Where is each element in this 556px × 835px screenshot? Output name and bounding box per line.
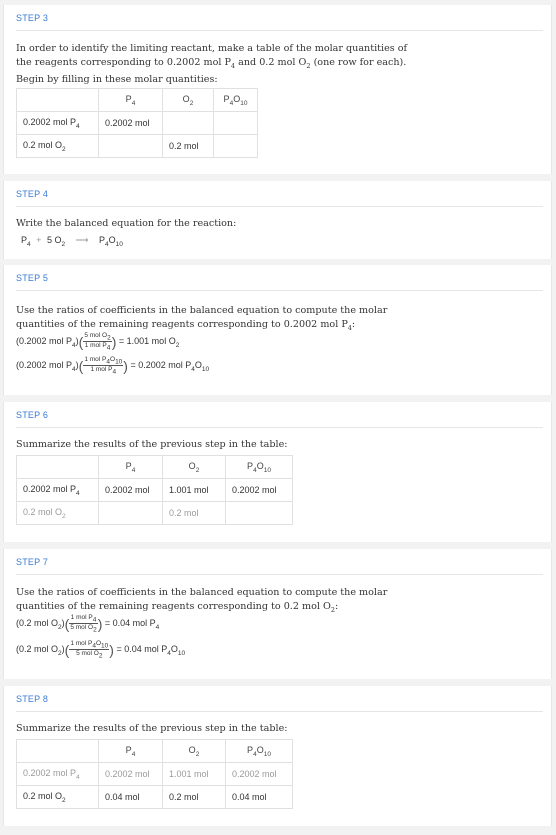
instruction-line: Use the ratios of coefficients in the balanced equation to compute the molar [16,587,388,598]
table-corner-cell [17,740,99,763]
table-header-cell: $O_2$ [163,456,226,479]
table-cell [214,135,258,158]
row-label-cell: 0.2002 mol $P_4$ [17,763,99,786]
molar-table [16,455,293,525]
step-label: STEP 5 [16,273,49,283]
table-header-cell: $P_4$ [99,456,163,479]
table-cell: 0.2002 mol [99,112,163,135]
divider [16,427,543,428]
instruction-line: In order to identify the limiting reactant, make a table of the molar quantities of [16,43,408,54]
molar-table [16,88,258,158]
table-header-cell: $P_4O_{10}$ [214,89,258,112]
instruction-line: quantities of the remaining reagents corresponding to 0.2002 mol $P_4$: [16,319,356,332]
table-header-cell: $P_4$ [99,89,163,112]
instruction-line: the reagents corresponding to 0.2002 mol $P_4$ and 0.2 mol $O_2$ (one row for each). [16,57,407,70]
table-header-row [17,456,293,479]
ratio-calculation: (0.2 mol $O_2$)( $\frac{1 mol P_4O_{10}}{5 mol O_2}$ ) = 0.04 mol $P_4O_{10}$ [16,640,186,660]
balanced-equation: $P_4 + 5$ $O_2$ ⟶ $P_4O_{10}$ [21,235,123,248]
divider [16,711,543,712]
table-cell: 0.2002 mol [226,479,293,502]
table-row [17,479,293,502]
instruction-line: Use the ratios of coefficients in the balanced equation to compute the molar [16,305,388,316]
table-row [17,112,258,135]
row-label-cell: 0.2 mol $O_2$ [17,786,99,809]
table-cell [214,112,258,135]
instruction-line: quantities of the remaining reagents corresponding to 0.2 mol $O_2$: [16,601,339,614]
table-cell: 0.2002 mol [226,763,293,786]
table-cell: 0.2 mol [163,135,214,158]
step-label: STEP 7 [16,557,49,567]
divider [16,574,543,575]
table-cell: 1.001 mol [163,763,226,786]
step-7-card [3,549,552,679]
divider [16,30,543,31]
table-row [17,786,293,809]
table-cell [163,112,214,135]
ratio-calculation: (0.2002 mol $P_4$)( $\frac{1 mol P_4O_{10}}{1 mol P_4}$ ) = 0.2002 mol $P_4O_{10}$ [16,356,210,376]
table-header-cell: $O_2$ [163,740,226,763]
table-cell: 0.2 mol [163,786,226,809]
table-header-cell: $P_4$ [99,740,163,763]
molar-table [16,739,293,809]
instruction-text [16,586,536,617]
table-row [17,135,258,158]
step-5-card [3,265,552,395]
row-label-cell: 0.2002 mol $P_4$ [17,112,99,135]
row-label-cell: 0.2 mol $O_2$ [17,502,99,525]
step-label: STEP 3 [16,13,49,23]
ratio-calculation: (0.2002 mol $P_4$)( $\frac{5 mol O_2}{1 mol P_4}$ ) = 1.001 mol $O_2$ [16,332,180,352]
instruction-text: Summarize the results of the previous step in the table: [16,439,288,450]
instruction-text [16,304,536,335]
table-cell: 0.04 mol [99,786,163,809]
table-cell: 1.001 mol [163,479,226,502]
step-label: STEP 4 [16,189,49,199]
step-6-card [3,402,552,542]
step-4-card [3,181,552,259]
table-row [17,763,293,786]
table-header-row [17,740,293,763]
step-3-card [3,5,552,174]
table-corner-cell [17,89,99,112]
table-row [17,502,293,525]
step-label: STEP 6 [16,410,49,420]
step-label: STEP 8 [16,694,49,704]
divider [16,290,543,291]
table-cell [226,502,293,525]
table-cell: 0.04 mol [226,786,293,809]
table-header-row [17,89,258,112]
instruction-text: Summarize the results of the previous step in the table: [16,723,288,734]
table-header-cell: $P_4O_{10}$ [226,456,293,479]
table-header-cell: $P_4O_{10}$ [226,740,293,763]
table-cell: 0.2002 mol [99,479,163,502]
row-label-cell: 0.2002 mol $P_4$ [17,479,99,502]
table-cell [99,135,163,158]
instruction-text [16,42,536,87]
table-cell: 0.2002 mol [99,763,163,786]
instruction-text: Write the balanced equation for the reaction: [16,218,237,229]
step-8-card [3,686,552,826]
table-cell [99,502,163,525]
table-cell: 0.2 mol [163,502,226,525]
table-corner-cell [17,456,99,479]
table-header-cell: $O_2$ [163,89,214,112]
instruction-line: Begin by filling in these molar quantities: [16,73,218,85]
row-label-cell: 0.2 mol $O_2$ [17,135,99,158]
divider [16,206,543,207]
ratio-calculation: (0.2 mol $O_2$)( $\frac{1 mol P_4}{5 mol O_2}$ ) = 0.04 mol $P_4$ [16,614,160,634]
